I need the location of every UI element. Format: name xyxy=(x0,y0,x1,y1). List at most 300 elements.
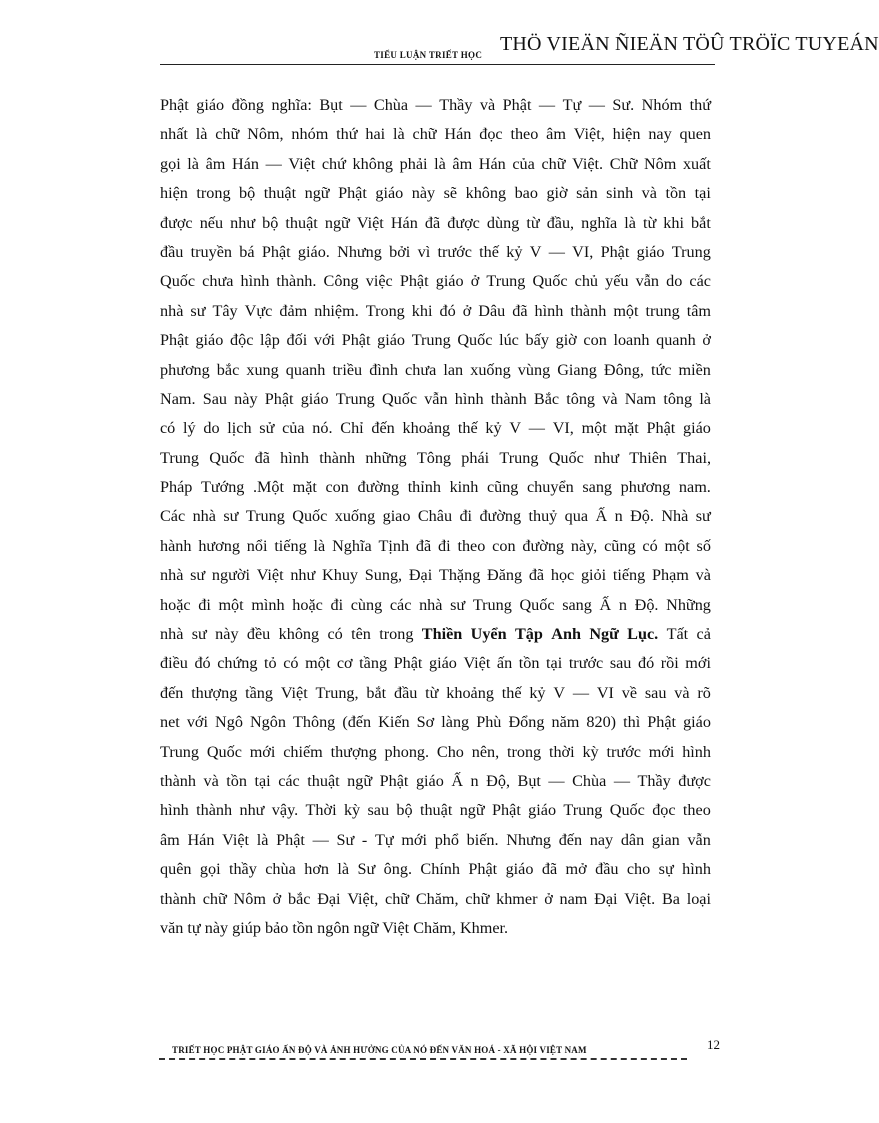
word: lúc xyxy=(499,331,519,350)
word: sử xyxy=(259,419,275,438)
page-footer xyxy=(172,1037,720,1058)
word: ở xyxy=(462,301,472,320)
word: đi xyxy=(198,595,211,614)
word: mới xyxy=(401,830,427,849)
word: Tự xyxy=(374,830,394,849)
word: là xyxy=(434,154,446,173)
word: — xyxy=(588,96,605,114)
word: đầu xyxy=(393,683,418,702)
word: giáo. xyxy=(297,242,330,261)
word: vẫn xyxy=(635,272,659,291)
word: — xyxy=(265,154,282,173)
word: bao xyxy=(514,184,538,203)
word: một xyxy=(305,654,331,673)
word: phải xyxy=(399,154,428,173)
word: cả xyxy=(696,625,711,644)
word: Việt xyxy=(280,683,308,702)
word: Phật xyxy=(393,654,423,673)
body-line xyxy=(160,356,711,385)
word: người xyxy=(211,566,250,585)
word: Nôm, xyxy=(247,125,284,144)
word: tầng xyxy=(359,654,388,673)
word: loại xyxy=(686,889,711,908)
word: đầu xyxy=(160,242,184,261)
word: dùng xyxy=(486,213,520,232)
word: lập xyxy=(260,331,280,350)
word: Trung xyxy=(499,448,539,467)
word: kỷ xyxy=(485,419,502,438)
word: Vực xyxy=(244,301,273,320)
word: giáo xyxy=(196,96,225,114)
word: khi xyxy=(663,213,684,232)
word: có xyxy=(327,625,343,644)
word: V xyxy=(529,242,542,261)
word: Phật xyxy=(276,830,305,849)
word: trong xyxy=(379,625,414,644)
word: xuống xyxy=(470,360,511,379)
word: Đại xyxy=(594,889,618,908)
word: thành. xyxy=(276,272,317,291)
word: Sung, xyxy=(364,566,403,585)
bold-title-word: Ngữ xyxy=(589,625,619,644)
word: ngữ xyxy=(324,213,350,232)
word: hình xyxy=(454,389,484,408)
word: đầu, xyxy=(546,213,575,232)
word: sự xyxy=(658,860,674,879)
footer-title: TRIẾT HỌC PHẬT GIÁO ẤN ĐỘ VÀ ẢNH HƯỞNG CỦA NÓ ĐẾN VĂN HOÁ - XÃ HỘI VIỆT NAM xyxy=(172,1045,587,1055)
word: Trung, xyxy=(315,683,359,702)
word: này, xyxy=(570,536,598,555)
body-line xyxy=(160,238,711,267)
word: do xyxy=(203,419,220,438)
word: Thông xyxy=(293,713,336,732)
word: nay xyxy=(589,830,614,849)
word: này xyxy=(234,389,258,408)
word: đã xyxy=(415,536,432,555)
word: việc xyxy=(365,272,393,291)
word: vùng xyxy=(517,360,551,379)
word: đó xyxy=(439,301,456,320)
word: Sư xyxy=(336,830,355,849)
word: từ xyxy=(642,213,657,232)
word: điều xyxy=(160,654,188,673)
word: Phật xyxy=(399,272,429,291)
word: sau xyxy=(609,654,632,673)
word: là xyxy=(313,536,326,555)
word: phương xyxy=(620,478,671,497)
bold-title-word: Uyển xyxy=(470,625,507,644)
word: đọc xyxy=(652,801,676,820)
word: ngữ xyxy=(304,184,330,203)
body-line xyxy=(160,532,711,561)
word: bá xyxy=(239,242,255,261)
word: bắc xyxy=(216,360,240,379)
word: hiện xyxy=(612,125,641,144)
word: hình xyxy=(682,742,711,761)
word: theo xyxy=(457,536,486,555)
word: không xyxy=(352,154,394,173)
word: ở xyxy=(544,889,553,908)
word: tiếng xyxy=(274,536,307,555)
word: Tự xyxy=(562,96,582,114)
word: tông xyxy=(566,389,596,408)
word: đến xyxy=(371,419,395,438)
word: Ba xyxy=(661,889,680,908)
word: Nhưng xyxy=(337,242,382,261)
word: với xyxy=(313,331,336,350)
word: Độ. xyxy=(630,507,654,526)
word: chữ xyxy=(465,889,490,908)
word: Khuy xyxy=(322,566,359,585)
footer-dashed-rule xyxy=(159,1058,687,1060)
word: bộ xyxy=(262,213,279,232)
word: Thời xyxy=(305,801,337,820)
word: không xyxy=(278,625,320,644)
word: có xyxy=(642,536,658,555)
word: tỏ xyxy=(264,654,277,673)
body-line xyxy=(160,209,711,238)
word: được xyxy=(160,213,193,232)
word: nhất xyxy=(160,125,188,144)
word: Tướng xyxy=(200,478,245,497)
word: Việt. xyxy=(572,154,604,173)
word: đường xyxy=(522,536,565,555)
word: chưa xyxy=(405,360,437,379)
word: Đại xyxy=(317,889,341,908)
word: lan xyxy=(443,360,464,379)
word: — xyxy=(548,771,565,790)
word: V xyxy=(509,419,522,438)
word: chữ xyxy=(541,154,566,173)
word: đình xyxy=(369,360,398,379)
word: Quốc xyxy=(381,389,418,408)
word: lịch xyxy=(227,419,252,438)
word: Nhóm xyxy=(641,96,683,114)
word: thành xyxy=(319,448,356,467)
word: thỉnh xyxy=(407,478,441,497)
word: thành xyxy=(196,801,233,820)
word: Trung xyxy=(563,801,603,820)
word: giáo xyxy=(435,272,464,291)
word: ở xyxy=(272,889,282,908)
body-line xyxy=(160,297,711,326)
word: đã xyxy=(254,448,270,467)
word: con xyxy=(492,536,516,555)
word: Việt, xyxy=(347,889,379,908)
word: học xyxy=(550,566,575,585)
word: đường xyxy=(479,507,522,526)
word: nhà xyxy=(160,301,184,320)
word: hơn xyxy=(304,860,329,879)
word: hình xyxy=(160,801,189,820)
word: nay xyxy=(648,125,672,144)
word: Quốc xyxy=(160,272,196,291)
word: Ấ xyxy=(451,771,464,790)
word: và xyxy=(695,566,711,585)
word: Quốc xyxy=(532,272,568,291)
word: sư xyxy=(191,625,207,644)
word: đi xyxy=(459,507,473,526)
word: Quốc xyxy=(519,595,555,614)
word: và xyxy=(674,683,690,702)
word: hình xyxy=(240,272,270,291)
word: Châu xyxy=(417,507,453,526)
word: loanh xyxy=(613,331,650,350)
word: Trong xyxy=(365,301,405,320)
word: Trung xyxy=(411,331,451,350)
word: Phật xyxy=(379,771,409,790)
word: Việt xyxy=(463,654,491,673)
word: Độ, xyxy=(486,771,510,790)
word: chùa xyxy=(265,860,296,879)
word: đến xyxy=(558,830,583,849)
word: Sau xyxy=(202,389,227,408)
word: âm xyxy=(452,154,473,173)
word: giáo xyxy=(636,242,665,261)
word: kỷ xyxy=(506,242,523,261)
word: đọc xyxy=(479,125,503,144)
word: hương xyxy=(198,536,240,555)
word: thầy xyxy=(228,860,257,879)
word: từ xyxy=(526,213,540,232)
word: Đăng xyxy=(487,566,523,585)
word: chưa xyxy=(202,272,234,291)
word: chữ xyxy=(202,889,227,908)
word: - xyxy=(361,830,368,849)
word: Việt xyxy=(256,566,284,585)
word: kỷ xyxy=(529,683,546,702)
word: trước xyxy=(606,742,641,761)
word: Phật xyxy=(468,860,498,879)
word: không xyxy=(465,184,507,203)
word: bắt xyxy=(691,213,711,232)
word: sẽ xyxy=(443,184,458,203)
word: phong. xyxy=(384,742,430,761)
word: giáo xyxy=(528,801,557,820)
word: Thiên xyxy=(629,448,668,467)
word: và xyxy=(203,771,219,790)
word: Chùa xyxy=(572,771,607,790)
word: quen xyxy=(679,125,711,144)
word: Tịnh xyxy=(378,536,410,555)
word: gọi xyxy=(199,860,221,879)
word: âm xyxy=(160,830,180,849)
word: Phật xyxy=(341,331,371,350)
word: mặt xyxy=(614,419,639,438)
word: thành xyxy=(160,889,196,908)
word: giáo xyxy=(505,860,534,879)
word: giáo xyxy=(683,713,711,732)
word: Nam. xyxy=(160,389,196,408)
body-line xyxy=(160,444,711,473)
word: phổ xyxy=(434,830,459,849)
word: — xyxy=(415,96,432,114)
word: xuất xyxy=(682,154,711,173)
word: có xyxy=(160,419,176,438)
word: nên, xyxy=(471,742,500,761)
word: vậy. xyxy=(271,801,299,820)
word: hoặc xyxy=(292,595,323,614)
word: thế xyxy=(479,242,499,261)
word: chữ xyxy=(215,125,240,144)
word: và xyxy=(479,96,496,114)
word: đường xyxy=(357,478,400,497)
word: ấn xyxy=(496,654,513,673)
word: gọi xyxy=(160,154,181,173)
word: phái xyxy=(461,448,490,467)
word: nhà xyxy=(160,625,184,644)
word: sau xyxy=(644,683,667,702)
word: này xyxy=(215,625,239,644)
word: Ấ xyxy=(599,595,612,614)
word: Phật xyxy=(160,331,189,350)
word: mới xyxy=(249,742,276,761)
word: cũng xyxy=(604,536,636,555)
word: nhiệm. xyxy=(314,301,359,320)
page-header xyxy=(160,28,879,70)
word: nam xyxy=(559,889,588,908)
header-rule xyxy=(160,64,715,65)
word: như xyxy=(239,801,265,820)
bold-title-word: Anh xyxy=(551,625,581,644)
word: VI, xyxy=(552,419,574,438)
word: đến xyxy=(160,683,184,702)
word: và xyxy=(641,184,657,203)
word: Phật xyxy=(261,242,291,261)
word: Phù xyxy=(476,713,502,732)
word: giáo xyxy=(683,419,711,438)
word: sau xyxy=(367,801,390,820)
word: thời xyxy=(548,742,575,761)
word: tầng xyxy=(245,683,273,702)
word: Nam xyxy=(624,389,657,408)
word: Quốc xyxy=(206,742,242,761)
word: Trung xyxy=(486,272,526,291)
word: Hán xyxy=(444,125,472,144)
word: nó. xyxy=(312,419,333,438)
word: các xyxy=(689,272,711,291)
word: kỳ xyxy=(343,801,361,820)
word: thì xyxy=(623,713,641,732)
word: giáo xyxy=(377,331,406,350)
word: đó xyxy=(637,654,655,673)
word: sản xyxy=(576,184,598,203)
word: Trung xyxy=(160,448,199,467)
word: thượng xyxy=(330,742,377,761)
word: Thai, xyxy=(677,448,711,467)
word: Tây xyxy=(212,301,238,320)
word: tồn xyxy=(665,184,687,203)
word: Độ. xyxy=(634,595,659,614)
word: bấy xyxy=(525,331,549,350)
word: n xyxy=(618,595,627,614)
word: Sơ xyxy=(416,713,435,732)
word: qua xyxy=(564,507,589,526)
word: sang xyxy=(582,478,613,497)
header-site-title: THÖ VIEÄN ÑIEÄN TÖÛ TRÖÏC TUYEÁN xyxy=(500,33,879,55)
word: làng xyxy=(441,713,470,732)
word: Quốc xyxy=(292,507,328,526)
word: bởi xyxy=(389,242,411,261)
word: Nhưng xyxy=(506,830,552,849)
word: quanh xyxy=(656,331,696,350)
word: Trung xyxy=(472,595,512,614)
word: — xyxy=(528,419,545,438)
word: đi xyxy=(330,595,344,614)
word: mở xyxy=(565,860,587,879)
word: âm xyxy=(205,154,226,173)
word: này xyxy=(411,184,436,203)
body-line: văn tự này giúp bảo tồn ngôn ngữ Việt Chăm, Khmer. xyxy=(160,918,509,937)
word: sư xyxy=(190,301,206,320)
word: hai xyxy=(365,125,386,144)
word: giáo xyxy=(300,389,329,408)
word: Các xyxy=(160,507,186,526)
word: đối xyxy=(286,331,308,350)
word: — xyxy=(350,96,367,114)
word: được xyxy=(447,213,480,232)
body-line xyxy=(160,150,711,179)
word: đã xyxy=(541,860,558,879)
word: khoảng xyxy=(402,419,451,438)
word: giáo xyxy=(415,771,444,790)
word: tức xyxy=(650,360,672,379)
word: tại xyxy=(254,771,271,790)
word: Hán xyxy=(478,154,506,173)
word: sang xyxy=(562,595,592,614)
word: sư xyxy=(450,595,466,614)
word: mình xyxy=(251,595,285,614)
word: giỏi xyxy=(580,566,607,585)
word: yếu xyxy=(605,272,629,291)
word: xuống xyxy=(334,507,376,526)
word: cũng xyxy=(486,478,519,497)
word: bắt xyxy=(366,683,387,702)
word: mới xyxy=(685,654,711,673)
word: truyền xyxy=(190,242,233,261)
word: giáo xyxy=(375,184,404,203)
word: Trung xyxy=(160,742,199,761)
word: giáo xyxy=(195,331,224,350)
word: quên xyxy=(160,860,192,879)
word: vì xyxy=(417,242,431,261)
page-number: 12 xyxy=(707,1037,720,1052)
word: Chăm, xyxy=(415,889,459,908)
word: của xyxy=(512,154,535,173)
word: Chữ xyxy=(609,154,638,173)
word: Tông xyxy=(416,448,452,467)
word: trong xyxy=(196,184,231,203)
word: vẫn xyxy=(687,830,711,849)
bold-title-word: Thiền xyxy=(421,625,463,644)
word: con xyxy=(325,478,349,497)
word: năm xyxy=(551,713,580,732)
word: kinh xyxy=(449,478,479,497)
word: Ngôn xyxy=(249,713,286,732)
word: net xyxy=(160,713,180,732)
word: là xyxy=(624,213,636,232)
word: ngữ xyxy=(347,771,373,790)
word: bộ xyxy=(239,184,256,203)
word: đã xyxy=(424,213,441,232)
word: Đổng xyxy=(508,713,545,732)
word: Phật xyxy=(600,242,630,261)
word: Phật xyxy=(647,713,677,732)
word: ông. xyxy=(383,860,412,879)
body-line xyxy=(160,91,711,120)
body-text xyxy=(160,91,711,943)
word: theo xyxy=(510,125,539,144)
